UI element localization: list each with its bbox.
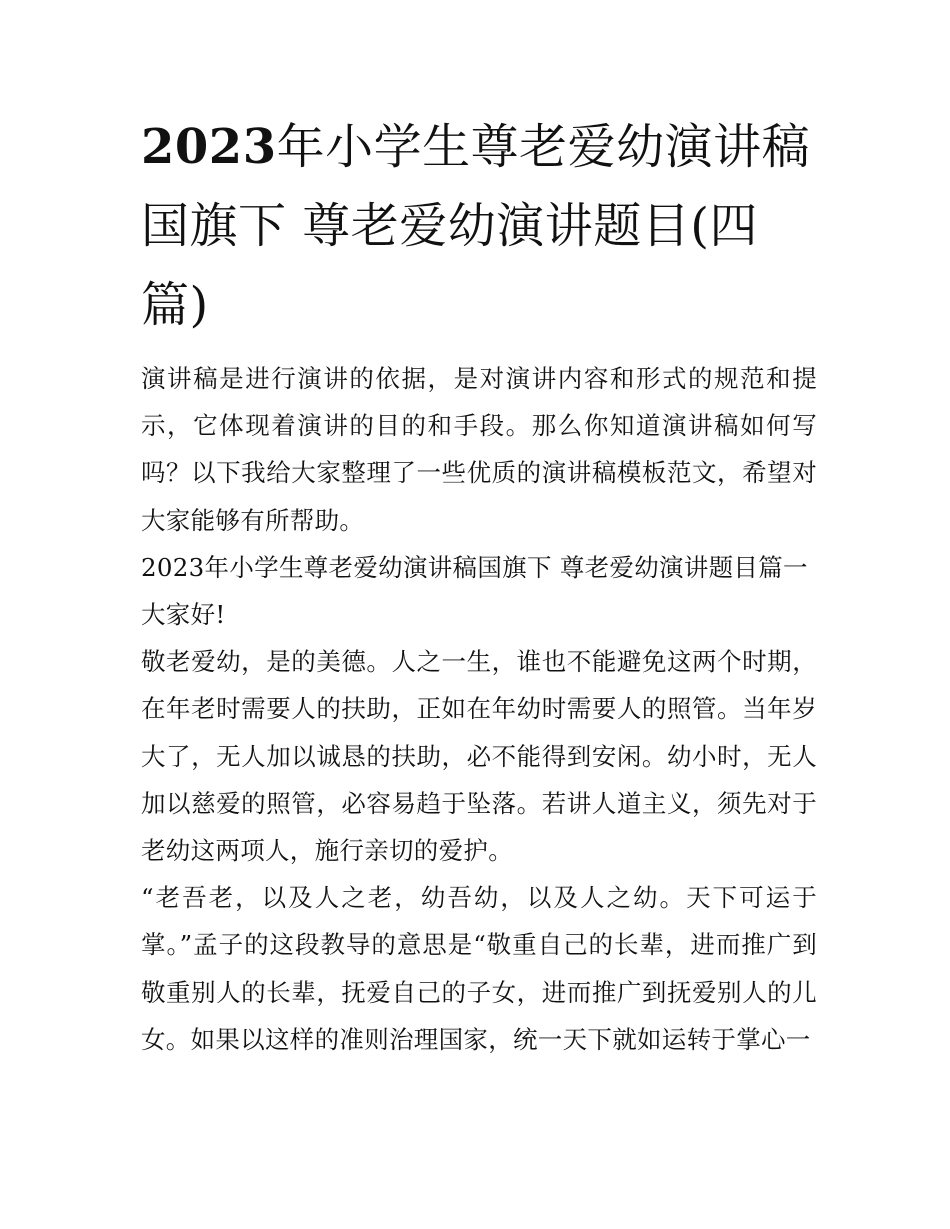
section-heading: 2023年小学生尊老爱幼演讲稿国旗下 尊老爱幼演讲题目篇一 — [141, 552, 808, 582]
document-page — [141, 108, 817, 1063]
greeting-paragraph: 大家好! — [141, 600, 226, 630]
body-paragraph-2: “老吾老，以及人之老，幼吾幼，以及人之幼。天下可运于掌。”孟子的这段教导的意思是“敬重自己的长辈，进而推广到敬重别人的长辈，抚爱自己的子女，进而推广到抚爱别人的儿女。如果以这样的准则治理国家，统一天下就如运转于掌心一 — [141, 883, 817, 1054]
intro-paragraph: 演讲稿是进行演讲的依据，是对演讲内容和形式的规范和提示，它体现着演讲的目的和手段。那么你知道演讲稿如何写吗？以下我给大家整理了一些优质的演讲稿模板范文，希望对大家能够有所帮助。 — [141, 364, 817, 535]
body-paragraph-1: 敬老爱幼，是的美德。人之一生，谁也不能避免这两个时期，在年老时需要人的扶助，正如在年幼时需要人的照管。当年岁大了，无人加以诚恳的扶助，必不能得到安闲。幼小时，无人加以慈爱的照管，必容易趋于坠落。若讲人道主义，须先对于老幼这两项人，施行亲切的爱护。 — [141, 647, 817, 866]
title-text: 年小学生尊老爱幼演讲稿国旗下 尊老爱幼演讲题目(四篇) — [141, 119, 811, 333]
document-title — [141, 108, 817, 345]
title-year: 2023 — [141, 119, 277, 175]
